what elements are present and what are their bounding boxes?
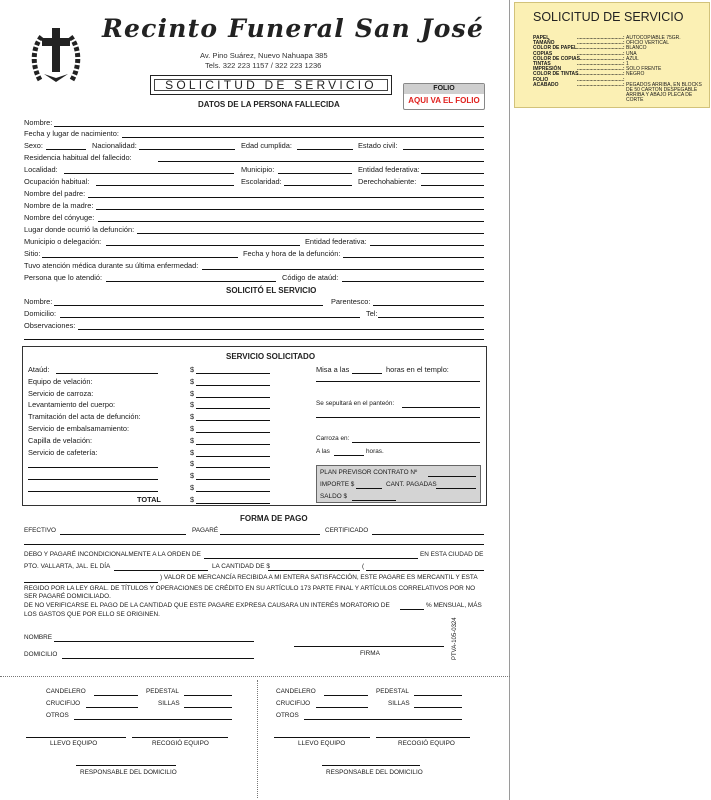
- estado-civil-label: Estado civil:: [358, 141, 398, 150]
- amount-field[interactable]: [196, 420, 270, 421]
- dia-field[interactable]: [114, 570, 208, 571]
- ocupacion-label: Ocupación habitual:: [24, 177, 90, 186]
- sexo-label: Sexo:: [24, 141, 43, 150]
- fecha-lugar-label: Fecha y lugar de nacimiento:: [24, 129, 119, 138]
- spec-leader-dots: .................................:: [577, 66, 625, 73]
- padre-label: Nombre del padre:: [24, 189, 86, 198]
- llevo-label: LLEVO EQUIPO: [50, 740, 98, 747]
- municipio-label: Municipio:: [241, 165, 275, 174]
- nacionalidad-label: Nacionalidad:: [92, 141, 137, 150]
- sitio-label: Sitio:: [24, 249, 41, 258]
- plan-label: PLAN PREVISOR CONTRATO Nº: [320, 469, 418, 476]
- municipio-delegacion-field[interactable]: [106, 245, 300, 246]
- nacionalidad-field[interactable]: [139, 149, 235, 150]
- requester-domicilio-label: Domicilio:: [24, 309, 57, 318]
- payment-extra-line[interactable]: [24, 544, 484, 545]
- sillas-label-2: SILLAS: [388, 700, 410, 707]
- carroza-label: Carroza en:: [316, 435, 350, 442]
- efectivo-field[interactable]: [60, 534, 186, 535]
- nombre-label: Nombre:: [24, 118, 53, 127]
- funeral-home-name: Recinto Funeral San José: [102, 14, 485, 43]
- sepultara-label: Se sepultará en el panteón:: [316, 400, 395, 407]
- responsable-label: RESPONSABLE DEL DOMICILIO: [80, 769, 177, 776]
- amount-field[interactable]: [196, 503, 270, 504]
- extra-service-field[interactable]: [28, 467, 158, 468]
- pagare-field[interactable]: [220, 534, 320, 535]
- pto-label: PTO. VALLARTA, JAL. EL DÍA: [24, 563, 111, 570]
- firma-field[interactable]: [294, 646, 444, 647]
- spec-key: PAPEL: [533, 35, 550, 41]
- pagare-text-5: LOS GASTOS QUE POR ELLO SE ORIGINEN.: [24, 611, 160, 618]
- spec-leader-dots: .................................:: [577, 71, 625, 78]
- firma-label: FIRMA: [360, 650, 380, 657]
- certificado-field[interactable]: [372, 534, 484, 535]
- llevo-label-2: LLEVO EQUIPO: [298, 740, 346, 747]
- cant-pagadas-label: CANT. PAGADAS: [386, 481, 437, 488]
- spec-key: ACABADO: [533, 81, 559, 88]
- spec-key: IMPRESIÓN: [533, 66, 562, 73]
- total-label: TOTAL: [137, 495, 161, 504]
- service-item-label: Capilla de velación:: [28, 435, 93, 445]
- observaciones-label: Observaciones:: [24, 321, 76, 330]
- spec-value: NEGRO: [626, 71, 645, 78]
- pagare-text-4a: DE NO VERIFICARSE EL PAGO DE LA CANTIDAD QUE ESTE PAGARE EXPRESA CAUSARA UN INTERÉS MORATORIO DE: [24, 602, 390, 609]
- observaciones-field[interactable]: [78, 329, 484, 330]
- amount-field[interactable]: [196, 385, 270, 386]
- amount-field[interactable]: [196, 373, 270, 374]
- amount-field[interactable]: [196, 467, 270, 468]
- crucifijo-label-2: CRUCIFIJO: [276, 700, 311, 707]
- sillas-field-2[interactable]: [414, 707, 462, 708]
- requester-nombre-field[interactable]: [54, 305, 323, 306]
- currency-sign: $: [190, 388, 195, 398]
- residencia-field[interactable]: [158, 161, 484, 162]
- ataud-field[interactable]: [56, 373, 158, 374]
- cant-pagadas-field[interactable]: [436, 488, 476, 489]
- spec-leader-dots: .................................:: [577, 55, 625, 62]
- sillas-field[interactable]: [184, 707, 232, 708]
- efectivo-label: EFECTIVO: [24, 527, 56, 534]
- sillas-label: SILLAS: [158, 700, 180, 707]
- amount-field[interactable]: [196, 456, 270, 457]
- llevo-sign-line[interactable]: [26, 737, 126, 738]
- importe-field[interactable]: [356, 488, 382, 489]
- orden-de-field[interactable]: [204, 558, 418, 559]
- pedestal-label: PEDESTAL: [146, 688, 179, 695]
- madre-field[interactable]: [96, 209, 484, 210]
- recogio-sign-line-2[interactable]: [376, 737, 470, 738]
- atencion-field[interactable]: [202, 269, 484, 270]
- misa-time-field[interactable]: [352, 373, 382, 374]
- otros-field[interactable]: [74, 719, 232, 720]
- certificado-label: CERTIFICADO: [325, 527, 369, 534]
- folio-label: FOLIO: [404, 84, 484, 94]
- panteon-field[interactable]: [402, 407, 480, 408]
- recogio-label: RECOGIÓ EQUIPO: [152, 740, 209, 747]
- amount-field[interactable]: [196, 408, 270, 409]
- responsable-sign-line-2[interactable]: [322, 765, 420, 766]
- derechohabiente-label: Derechohabiente:: [358, 177, 417, 186]
- currency-sign: $: [190, 412, 195, 422]
- plan-contract-field[interactable]: [428, 476, 476, 477]
- service-item-label: Levantamiento del cuerpo:: [28, 400, 116, 410]
- a-las-label: A las: [316, 448, 330, 455]
- entidad2-field[interactable]: [370, 245, 484, 246]
- fecha-lugar-field[interactable]: [122, 137, 484, 138]
- extra-service-field[interactable]: [28, 491, 158, 492]
- currency-sign: $: [190, 471, 195, 481]
- templo-field[interactable]: [316, 381, 480, 382]
- pagare-text-4b: % MENSUAL, MÁS: [426, 602, 482, 609]
- currency-sign: $: [190, 447, 195, 457]
- entidad2-label: Entidad federativa:: [305, 237, 367, 246]
- saldo-label: SALDO $: [320, 493, 347, 500]
- atencion-label: Tuvo atención médica durante su última enfermedad:: [24, 261, 199, 270]
- pagare-text-1: ) VALOR DE MERCANCÍA RECIBIDA A MI ENTERA SATISFACCIÓN, ESTE PAGARE ES MERCANTIL Y ESTA: [160, 574, 478, 581]
- pedestal-field[interactable]: [184, 695, 232, 696]
- spec-leader-dots: .................................:: [577, 35, 625, 41]
- llevo-sign-line-2[interactable]: [274, 737, 370, 738]
- saldo-field[interactable]: [352, 500, 396, 501]
- conyuge-label: Nombre del cónyuge:: [24, 213, 95, 222]
- fecha-hora-field[interactable]: [343, 257, 484, 258]
- service-item-label: Equipo de velación:: [28, 376, 93, 386]
- candelero-label: CANDELERO: [46, 688, 86, 695]
- currency-sign: $: [190, 483, 195, 492]
- phones: Tels. 322 223 1157 / 322 223 1236: [205, 61, 322, 70]
- lugar-defuncion-field[interactable]: [137, 233, 484, 234]
- amount-field[interactable]: [196, 432, 270, 433]
- madre-label: Nombre de la madre:: [24, 201, 94, 210]
- entidad-field[interactable]: [421, 173, 484, 174]
- currency-sign: $: [190, 400, 195, 410]
- derechohabiente-field[interactable]: [421, 185, 484, 186]
- requester-domicilio-field[interactable]: [60, 317, 360, 318]
- signer-nombre-label: NOMBRE: [24, 634, 53, 641]
- observaciones-field-line-2[interactable]: [24, 339, 484, 340]
- pagare-text-2: REGIDO POR LA LEY GRAL. DE TÍTULOS Y OPERACIONES DE CRÉDITO EN SU ARTÍCULO 173 PARTE FINAL Y ARTÍCULOS CORRELATIVOS POR NO: [24, 585, 476, 592]
- spec-key: TAMAÑO: [533, 40, 555, 47]
- candelero-label-2: CANDELERO: [276, 688, 316, 695]
- spec-value: UNA: [626, 50, 637, 57]
- otros-label-2: OTROS: [276, 712, 299, 719]
- form-title: SOLICITUD DE SERVICIO: [154, 79, 388, 91]
- crucifijo-field[interactable]: [86, 707, 138, 708]
- spec-leader-dots: .................................:: [577, 40, 625, 47]
- edad-label: Edad cumplida:: [241, 141, 292, 150]
- cantidad-label: LA CANTIDAD DE $: [212, 563, 270, 570]
- candelero-field-2[interactable]: [324, 695, 368, 696]
- spec-value: 1: [626, 61, 629, 67]
- spec-key: COLOR DE TINTAS: [533, 71, 579, 78]
- pedestal-label-2: PEDESTAL: [376, 688, 409, 695]
- spec-key: TINTAS: [533, 61, 551, 67]
- amount-field[interactable]: [196, 397, 270, 398]
- spec-leader-dots: .................................:: [577, 45, 625, 52]
- importe-label: IMPORTE $: [320, 481, 355, 488]
- signer-nombre-field[interactable]: [54, 641, 254, 642]
- address: Av. Pino Suárez, Nuevo Nahuapa 385: [200, 51, 328, 60]
- spec-title: SOLICITUD DE SERVICIO: [533, 10, 684, 24]
- service-item-label: Tramitación del acta de defunción:: [28, 412, 141, 422]
- amount-field[interactable]: [196, 444, 270, 445]
- payment-section-title: FORMA DE PAGO: [240, 514, 308, 523]
- form-code: PTVA-105-0324: [452, 617, 458, 660]
- localidad-field[interactable]: [64, 173, 234, 174]
- currency-sign: $: [190, 424, 195, 433]
- amount-field[interactable]: [196, 491, 270, 492]
- signer-domicilio-field[interactable]: [62, 658, 254, 659]
- spec-leader-dots: .................................:: [577, 76, 625, 83]
- fecha-hora-label: Fecha y hora de la defunción:: [243, 249, 341, 258]
- print-spec-panel: [514, 2, 710, 108]
- entidad-label: Entidad federativa:: [358, 165, 420, 174]
- spec-leader-dots: .................................:: [577, 61, 625, 67]
- lugar-defuncion-label: Lugar donde ocurrió la defunción:: [24, 225, 135, 234]
- responsable-label-2: RESPONSABLE DEL DOMICILIO: [326, 769, 423, 776]
- parentesco-label: Parentesco:: [331, 297, 371, 306]
- service-section-title: SERVICIO SOLICITADO: [226, 352, 316, 361]
- interes-field[interactable]: [400, 609, 424, 610]
- parentesco-field[interactable]: [373, 305, 484, 306]
- crucifijo-label: CRUCIFIJO: [46, 700, 81, 707]
- requester-nombre-label: Nombre:: [24, 297, 53, 306]
- cantidad-field[interactable]: [268, 570, 360, 571]
- currency-sign: $: [190, 435, 195, 445]
- spec-key: COPIAS: [533, 50, 553, 57]
- spec-key: FOLIO: [533, 76, 549, 83]
- codigo-label: Código de ataúd:: [282, 273, 339, 282]
- recogio-label-2: RECOGIÓ EQUIPO: [398, 740, 455, 747]
- form-title-box: [150, 75, 392, 95]
- spec-value: BLANCO: [626, 45, 647, 52]
- cut-line-vertical: [257, 680, 258, 798]
- spec-leader-dots: .................................:: [577, 50, 625, 57]
- atendio-field[interactable]: [106, 281, 276, 282]
- recogio-sign-line[interactable]: [132, 737, 228, 738]
- spec-value: PEGADOS ARRIBA, EN BLOCKS DE 50 CARTON DESPEGABLE ARRIBA Y ABAJO PLECA DE CORTE: [626, 81, 702, 103]
- tel-field[interactable]: [378, 317, 484, 318]
- cantidad-letra-field-2[interactable]: [24, 582, 158, 583]
- tel-label: Tel:: [366, 309, 378, 318]
- signer-domicilio-label: DOMICILIO: [24, 651, 58, 658]
- municipio-field[interactable]: [278, 173, 352, 174]
- a-las-field[interactable]: [334, 455, 364, 456]
- pagare-label: PAGARÉ: [192, 527, 219, 534]
- service-item-label: Servicio de embalsamamiento:: [28, 424, 130, 433]
- currency-sign: $: [190, 459, 195, 469]
- sitio-field[interactable]: [42, 257, 238, 258]
- misa-label: Misa a las: [316, 365, 350, 374]
- horas-label: horas.: [366, 448, 384, 455]
- spec-key: COLOR DE PAPEL: [533, 45, 578, 52]
- candelero-field[interactable]: [94, 695, 138, 696]
- pagare-text-3: SER PAGARÉ DOMICILIADO.: [24, 593, 111, 600]
- cross-wreath-logo: [30, 22, 82, 86]
- debo-label: DEBO Y PAGARÉ INCONDICIONALMENTE A LA ORDEN DE: [24, 551, 201, 558]
- spec-value: SOLO FRENTE: [626, 66, 662, 73]
- horas-templo-label: horas en el templo:: [386, 365, 449, 374]
- deceased-section-title: DATOS DE LA PERSONA FALLECIDA: [198, 100, 340, 109]
- codigo-field[interactable]: [342, 281, 484, 282]
- atendio-label: Persona que lo atendió:: [24, 273, 103, 282]
- ciudad-label: EN ESTA CIUDAD DE: [420, 551, 484, 558]
- municipio-delegacion-label: Municipio o delegación:: [24, 237, 102, 246]
- cut-line: [0, 676, 510, 677]
- amount-field[interactable]: [196, 479, 270, 480]
- edad-field[interactable]: [297, 149, 353, 150]
- currency-sign: $: [190, 376, 195, 386]
- escolaridad-label: Escolaridad:: [241, 177, 282, 186]
- spec-value: AZUL: [626, 55, 639, 62]
- requester-section-title: SOLICITÓ EL SERVICIO: [226, 286, 317, 295]
- spec-value: AUTOCOPIABLE 75GR.: [626, 35, 681, 41]
- folio-value: AQUI VA EL FOLIO: [408, 96, 480, 105]
- otros-field-2[interactable]: [304, 719, 462, 720]
- conyuge-field[interactable]: [98, 221, 484, 222]
- spec-value: OFICIO VERTICAL: [626, 40, 669, 47]
- padre-field[interactable]: [88, 197, 484, 198]
- crucifijo-field-2[interactable]: [316, 707, 368, 708]
- currency-sign: $: [190, 494, 195, 504]
- extra-service-field[interactable]: [28, 479, 158, 480]
- localidad-label: Localidad:: [24, 165, 58, 174]
- service-item-label: Servicio de cafetería:: [28, 447, 98, 457]
- currency-sign: $: [190, 365, 195, 374]
- service-item-label: Ataúd:: [28, 365, 50, 374]
- escolaridad-field[interactable]: [284, 185, 352, 186]
- spec-leader-dots: .................................:: [577, 81, 625, 88]
- folio-box: [403, 83, 485, 110]
- paren-open: (: [362, 563, 365, 570]
- responsable-sign-line[interactable]: [76, 765, 176, 766]
- estado-civil-field[interactable]: [403, 149, 484, 150]
- ocupacion-field[interactable]: [96, 185, 234, 186]
- residencia-label: Residencia habitual del fallecido:: [24, 153, 132, 162]
- carroza-field[interactable]: [352, 442, 480, 443]
- panteon-field-line-2[interactable]: [316, 417, 480, 418]
- pedestal-field-2[interactable]: [414, 695, 462, 696]
- spec-key: COLOR DE COPIAS: [533, 55, 580, 62]
- service-item-label: Servicio de carroza:: [28, 388, 94, 398]
- nombre-field[interactable]: [54, 126, 484, 127]
- sexo-field[interactable]: [46, 149, 86, 150]
- otros-label: OTROS: [46, 712, 69, 719]
- cantidad-letra-field[interactable]: [366, 570, 484, 571]
